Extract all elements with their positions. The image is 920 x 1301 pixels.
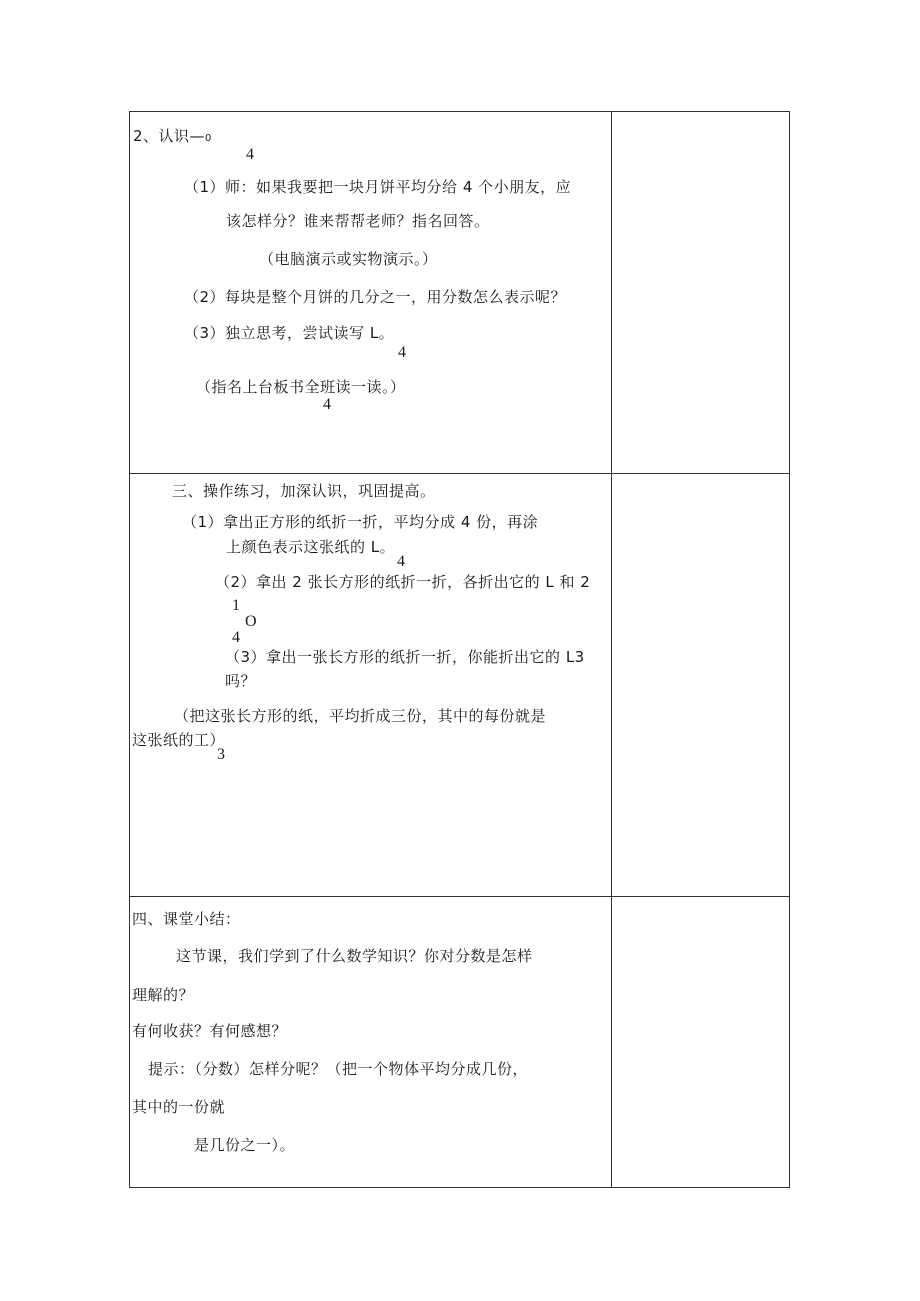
section4-line5: 其中的一份就	[132, 1098, 226, 1116]
section2-p3: （3）独立思考，尝试读写 L。	[184, 324, 395, 342]
section4-line1: 这节课，我们学到了什么数学知识？你对分数是怎样	[176, 947, 533, 965]
section2-p3-denominator: 4	[398, 344, 406, 361]
section4-title: 四、课堂小结：	[132, 910, 241, 928]
section3-item1-line2: 上颜色表示这张纸的 L。	[226, 538, 396, 556]
section2-p3-note-denominator: 4	[323, 396, 331, 413]
section2-p2: （2）每块是整个月饼的几分之一，用分数怎么表示呢？	[184, 288, 567, 306]
section3-item2-frac-num: 1	[232, 597, 240, 614]
section4-line2: 理解的？	[132, 986, 195, 1004]
section2-title-sub: 0	[205, 133, 212, 144]
row-divider-1	[129, 473, 790, 474]
section3-item3-line1: （3）拿出一张长方形的纸折一折，你能折出它的 L3	[225, 648, 585, 666]
section3-note-line1: （把这张长方形的纸，平均折成三份，其中的每份就是	[174, 707, 547, 725]
section3-item1-denominator: 4	[397, 553, 405, 570]
section3-item1-line1: （1）拿出正方形的纸折一折，平均分成 4 份，再涂	[182, 513, 539, 531]
section2-p3-note: （指名上台板书全班读一读。）	[196, 378, 406, 396]
section3-item2-frac-o: O	[245, 613, 257, 630]
section2-title: 2、认识—0	[133, 127, 212, 145]
column-divider	[611, 111, 612, 1188]
section3-item2-frac-den: 4	[232, 629, 240, 646]
section2-denominator: 4	[246, 146, 254, 163]
section2-p1-note: （电脑演示或实物演示。）	[259, 250, 438, 268]
section3-note-line2: 这张纸的工）	[132, 731, 226, 749]
section3-title: 三、操作练习，加深认识，巩固提高。	[172, 482, 436, 500]
section4-line6: 是几份之一）。	[194, 1136, 296, 1154]
section3-item3-line2: 吗？	[225, 672, 257, 690]
section2-p1-line2: 该怎样分？谁来帮帮老师？指名回答。	[226, 212, 490, 230]
section3-item2-line1: （2）拿出 2 张长方形的纸折一折，各折出它的 L 和 2	[215, 573, 591, 591]
section3-note-denominator: 3	[217, 746, 225, 763]
section2-p1-line1: （1）师：如果我要把一块月饼平均分给 4 个小朋友，应	[184, 178, 572, 196]
row-divider-2	[129, 896, 790, 897]
section4-line3: 有何收获？有何感想？	[132, 1022, 288, 1040]
section4-line4: 提示：（分数）怎样分呢？（把一个物体平均分成几份，	[148, 1060, 529, 1078]
